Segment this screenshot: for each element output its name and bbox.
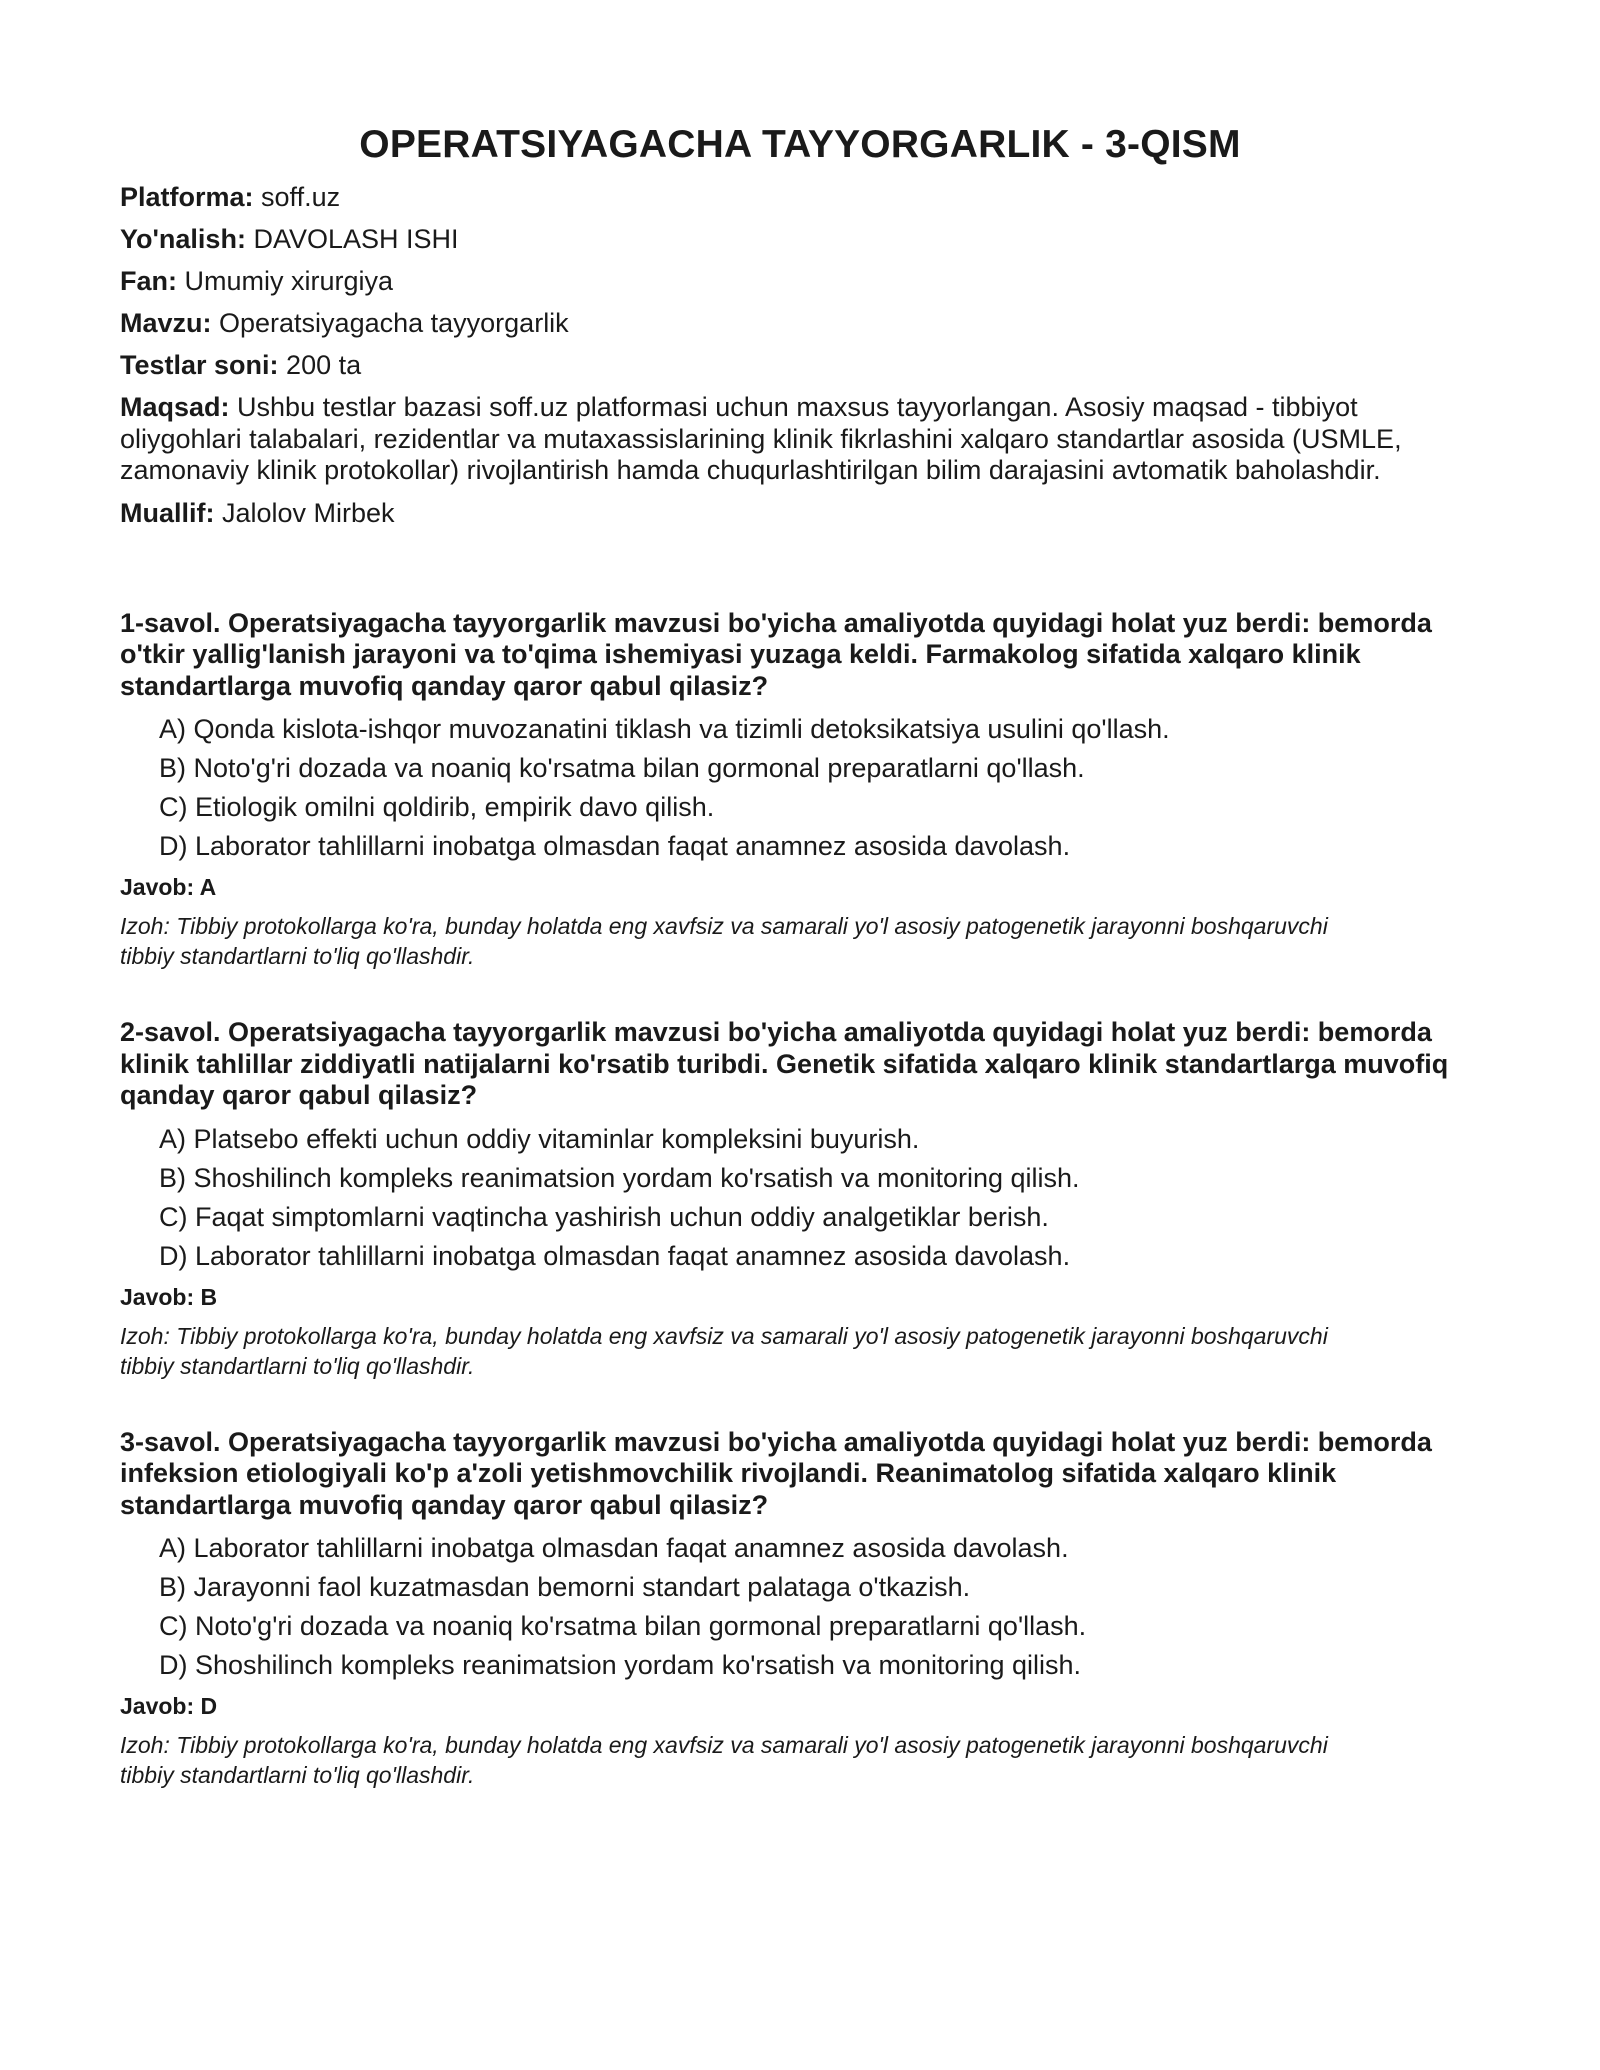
question-2-option-b: B) Shoshilinch kompleks reanimatsion yordam ko'rsatish va monitoring qilish. — [159, 1162, 1080, 1193]
question-2-answer: Javob: B — [120, 1283, 218, 1310]
question-1-options — [120, 714, 1480, 862]
meta-direction-value: DAVOLASH ISHI — [245, 224, 459, 254]
question-3-answer: Javob: D — [120, 1693, 218, 1719]
meta-platform-label: Platforma: — [120, 182, 254, 212]
meta-author — [120, 498, 1480, 529]
question-3-options — [120, 1533, 1480, 1681]
question-1 — [120, 608, 1480, 972]
question-3-option-c: C) Noto'g'ri dozada va noaniq ko'rsatma bilan gormonal preparatlarni qo'llash. — [159, 1611, 1087, 1641]
question-3-explanation: Izoh: Tibbiy protokollarga ko'ra, bunday holatda eng xavfsiz va samarali yo'l asosiy patogenetik jarayonni boshqaruvchi tibbiy standartlarni to'liq qo'llashdir. — [120, 1732, 1328, 1788]
meta-direction — [120, 224, 1480, 255]
question-1-explanation: Izoh: Tibbiy protokollarga ko'ra, bunday holatda eng xavfsiz va samarali yo'l asosiy patogenetik jarayonni boshqaruvchi tibbiy standartlarni to'liq qo'llashdir. — [120, 913, 1328, 969]
meta-direction-label: Yo'nalish: — [120, 224, 246, 254]
meta-test-count-label: Testlar soni: — [120, 350, 279, 380]
question-1-option-a: A) Qonda kislota-ishqor muvozanatini tiklash va tizimli detoksikatsiya usulini qo'llash. — [159, 714, 1170, 744]
meta-subject-label: Fan: — [120, 266, 177, 296]
question-3-text: 3-savol. Operatsiyagacha tayyorgarlik mavzusi bo'yicha amaliyotda quyidagi holat yuz berdi: bemorda infeksion etiologiyali ko'p a'zoli yetishmovchilik rivojlandi. Reanimatolog sifatida xalqaro klinik standartlarga muvofiq qanday qaror qabul qilasiz? — [120, 1426, 1432, 1520]
question-1-option-b: B) Noto'g'ri dozada va noaniq ko'rsatma bilan gormonal preparatlarni qo'llash. — [159, 753, 1085, 783]
question-1-option-c: C) Etiologik omilni qoldirib, empirik davo qilish. — [159, 792, 715, 822]
question-3-option-a: A) Laborator tahlillarni inobatga olmasdan faqat anamnez asosida davolash. — [159, 1533, 1069, 1563]
question-1-answer: Javob: A — [120, 874, 217, 900]
question-2-options — [120, 1124, 1480, 1272]
question-2-explanation: Izoh: Tibbiy protokollarga ko'ra, bunday holatda eng xavfsiz va samarali yo'l asosiy patogenetik jarayonni boshqaruvchi tibbiy standartlarni to'liq qo'llashdir. — [120, 1322, 1328, 1379]
question-2-text: 2-savol. Operatsiyagacha tayyorgarlik mavzusi bo'yicha amaliyotda quyidagi holat yuz berdi: bemorda klinik tahlillar ziddiyatli natijalarni ko'rsatib turibdi. Genetik sifatida xalqaro klinik standartlarga muvofiq qanday qaror qabul qilasiz? — [120, 1017, 1449, 1110]
meta-purpose-label: Maqsad: — [120, 392, 230, 422]
question-2 — [120, 1017, 1480, 1381]
meta-test-count-value: 200 ta — [278, 350, 362, 380]
question-1-option-d: D) Laborator tahlillarni inobatga olmasdan faqat anamnez asosida davolash. — [159, 831, 1071, 861]
meta-subject — [120, 266, 1480, 297]
meta-platform — [120, 182, 1480, 213]
meta-topic — [120, 308, 1480, 339]
question-1-text: 1-savol. Operatsiyagacha tayyorgarlik mavzusi bo'yicha amaliyotda quyidagi holat yuz berdi: bemorda o'tkir yallig'lanish jarayoni va to'qima ishemiyasi yuzaga keldi. Farmakolog sifatida xalqaro klinik standartlarga muvofiq qanday qaror qabul qilasiz? — [120, 607, 1432, 701]
meta-author-label: Muallif: — [120, 497, 215, 528]
meta-topic-label: Mavzu: — [120, 308, 212, 338]
document-title: OPERATSIYAGACHA TAYYORGARLIK - 3-QISM — [359, 123, 1241, 166]
meta-author-value: Jalolov Mirbek — [214, 497, 395, 528]
meta-platform-value: soff.uz — [253, 182, 341, 212]
document-metadata — [120, 182, 1480, 529]
meta-test-count — [120, 350, 1480, 381]
question-3 — [120, 1427, 1480, 1791]
meta-topic-value: Operatsiyagacha tayyorgarlik — [211, 308, 569, 338]
meta-purpose-value: Ushbu testlar bazasi soff.uz platformasi uchun maxsus tayyorlangan. Asosiy maqsad - tibbiyot oliygohlari talabalari, rezidentlar va mutaxassislarining klinik fikrlashini xalqaro standartlar asosida (USMLE, zamonaviy klinik protokollar) rivojlantirish hamda chuqurlashtirilgan bilim darajasini avtomatik baholashdir. — [120, 392, 1402, 485]
question-3-option-b: B) Jarayonni faol kuzatmasdan bemorni standart palataga o'tkazish. — [159, 1572, 971, 1602]
question-3-option-d: D) Shoshilinch kompleks reanimatsion yordam ko'rsatish va monitoring qilish. — [159, 1650, 1082, 1680]
question-2-option-a: A) Platsebo effekti uchun oddiy vitaminlar kompleksini buyurish. — [159, 1123, 920, 1154]
question-2-option-d: D) Laborator tahlillarni inobatga olmasdan faqat anamnez asosida davolash. — [159, 1240, 1071, 1271]
question-2-option-c: C) Faqat simptomlarni vaqtincha yashirish uchun oddiy analgetiklar berish. — [159, 1201, 1049, 1232]
meta-subject-value: Umumiy xirurgiya — [177, 266, 394, 296]
meta-purpose — [120, 392, 1460, 487]
document-page — [120, 0, 1480, 1790]
